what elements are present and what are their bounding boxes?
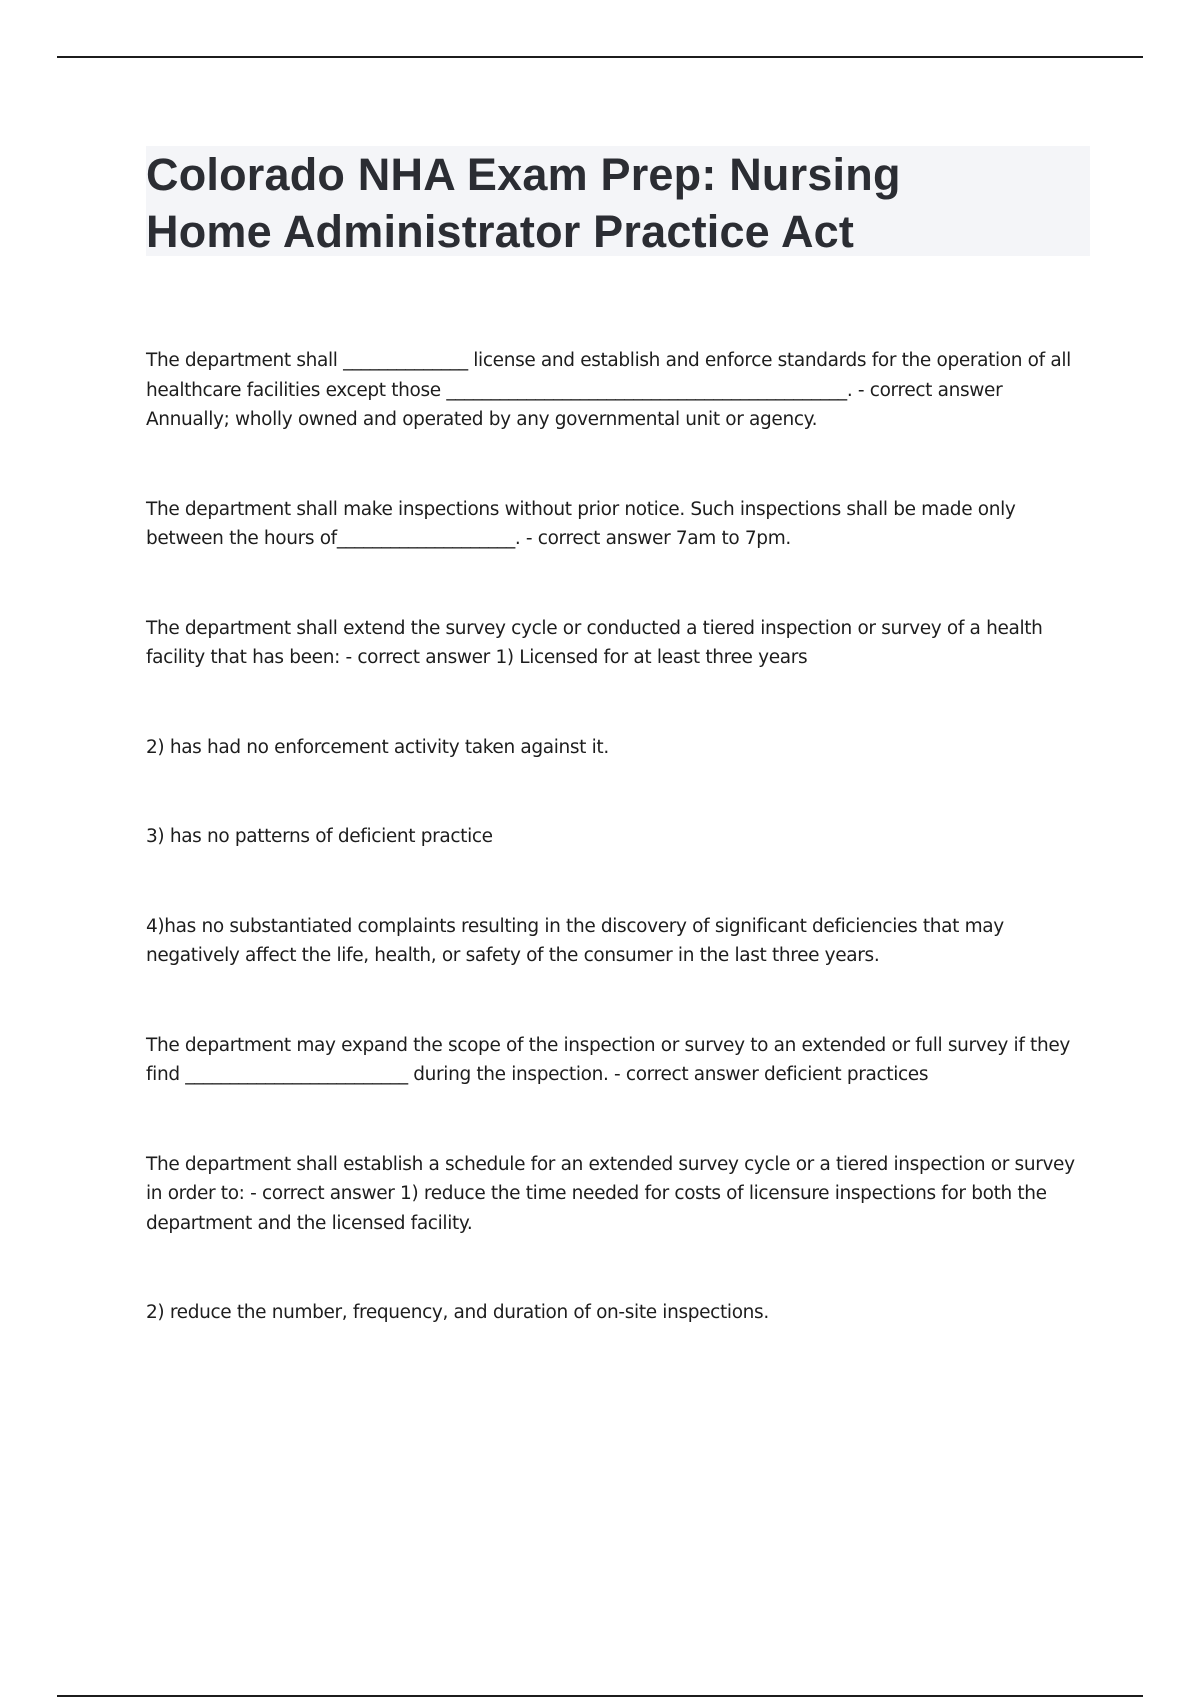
footer-rule bbox=[57, 1695, 1143, 1697]
qa-paragraph: The department shall establish a schedule for an extended survey cycle or a tiered inspection or survey in order to: - correct answer 1) reduce the time needed for costs of licensure inspections for both the department and the licensed facility. bbox=[146, 1153, 1075, 1234]
qa-paragraph: 3) has no patterns of deficient practice bbox=[146, 826, 493, 847]
title-banner bbox=[146, 146, 1090, 256]
qa-paragraph: 2) has had no enforcement activity taken against it. bbox=[146, 736, 609, 758]
qa-paragraph: The department shall extend the survey cycle or conducted a tiered inspection or survey of a health facility that has been: - correct answer 1) Licensed for at least three years bbox=[146, 617, 1043, 668]
qa-paragraph: 2) reduce the number, frequency, and duration of on-site inspections. bbox=[146, 1302, 769, 1323]
title-line-2: Home Administrator Practice Act bbox=[146, 206, 855, 257]
qa-paragraph: The department may expand the scope of the inspection or survey to an extended or full survey if they find _________________________ during the inspection. - correct answer deficient practices bbox=[146, 1034, 1070, 1085]
qa-paragraph: 4)has no substantiated complaints resulting in the discovery of significant deficiencies that may negatively affect the life, health, or safety of the consumer in the last three years. bbox=[146, 915, 1004, 966]
document-body bbox=[146, 346, 1086, 1328]
document-title bbox=[146, 146, 1090, 260]
header-rule bbox=[57, 56, 1143, 58]
qa-paragraph: The department shall ______________ license and establish and enforce standards for the operation of all healthcare facilities except those _____________________________________________. - correct answer Annually; wholly owned and operated by any governmental unit or agency. bbox=[146, 350, 1071, 430]
title-line-1: Colorado NHA Exam Prep: Nursing bbox=[146, 149, 901, 200]
qa-paragraph: The department shall make inspections without prior notice. Such inspections shall be made only between the hours of____________________. - correct answer 7am to 7pm. bbox=[146, 498, 1016, 549]
